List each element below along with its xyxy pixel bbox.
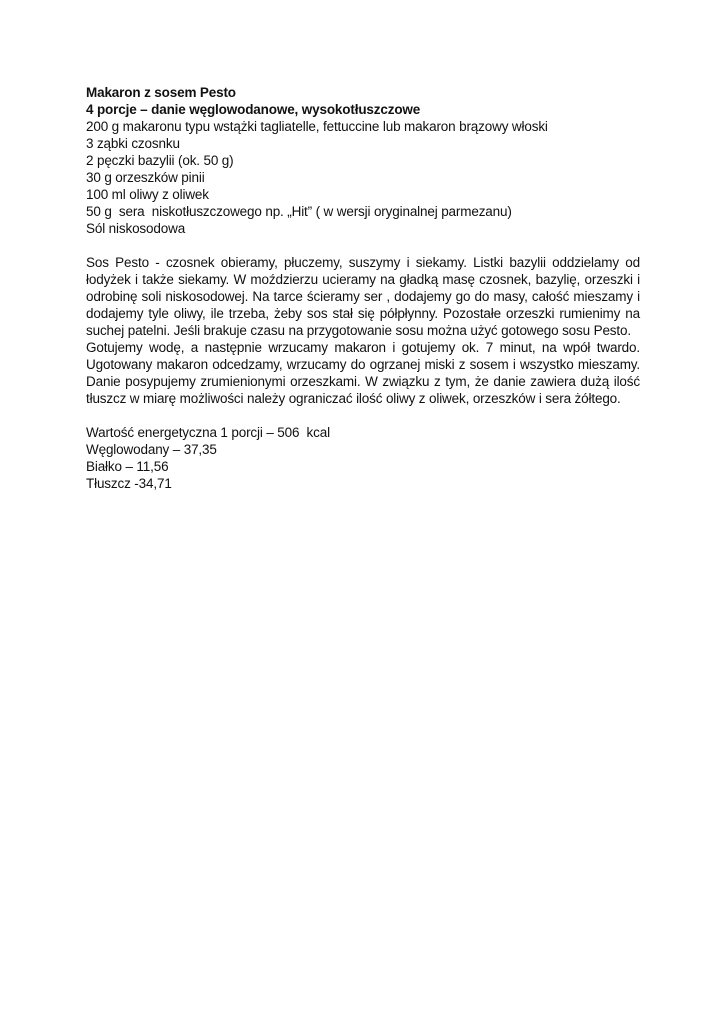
nutrition-carbs: Węglowodany – 37,35 (86, 442, 217, 457)
nutrition-protein: Białko – 11,56 (86, 459, 169, 474)
ingredient-item: 100 ml oliwy z oliwek (86, 187, 209, 202)
ingredient-item: 50 g sera niskotłuszczowego np. „Hit” ( w wersji oryginalnej parmezanu) (86, 204, 512, 219)
document-page (86, 84, 640, 492)
nutrition-info (86, 424, 640, 492)
nutrition-energy: Wartość energetyczna 1 porcji – 506 kcal (86, 425, 330, 440)
instruction-paragraph: Sos Pesto - czosnek obieramy, płuczemy, suszymy i siekamy. Listki bazylii oddzielamy od łodyżek i także siekamy. W moździerzu ucieramy na gładką masę czosnek, bazylię, orzeszki i odrobinę soli niskosodowej. Na tarce ścieramy ser , dodajemy go do masy, całość mieszamy i dodajemy tyle oliwy, ile trzeba, żeby sos stał się półpłynny. Pozostałe orzeszki rumienimy na suchej patelni. Jeśli brakuje czasu na przygotowanie sosu można użyć gotowego sosu Pesto. (86, 255, 640, 338)
ingredients-list (86, 118, 640, 237)
ingredient-item: 3 ząbki czosnku (86, 136, 180, 151)
ingredient-item: Sól niskosodowa (86, 221, 186, 236)
recipe-subtitle: 4 porcje – danie węglowodanowe, wysokotłuszczowe (86, 102, 421, 117)
nutrition-fat: Tłuszcz -34,71 (86, 476, 172, 491)
instruction-paragraph: Gotujemy wodę, a następnie wrzucamy makaron i gotujemy ok. 7 minut, na wpół twardo. Ugotowany makaron odcedzamy, wrzucamy do ogrzanej miski z sosem i wszystko mieszamy. Danie posypujemy zrumienionymi orzeszkami. W związku z tym, że danie zawiera dużą ilość tłuszcz w miarę możliwości należy ograniczać ilość oliwy z oliwek, orzeszków i sera żółtego. (86, 340, 640, 406)
ingredient-item: 200 g makaronu typu wstążki tagliatelle, fettuccine lub makaron brązowy włoski (86, 119, 548, 134)
instructions (86, 254, 640, 407)
spacer (86, 407, 640, 424)
ingredient-item: 2 pęczki bazylii (ok. 50 g) (86, 153, 234, 168)
recipe-title: Makaron z sosem Pesto (86, 85, 236, 100)
ingredient-item: 30 g orzeszków pinii (86, 170, 205, 185)
spacer (86, 237, 640, 254)
